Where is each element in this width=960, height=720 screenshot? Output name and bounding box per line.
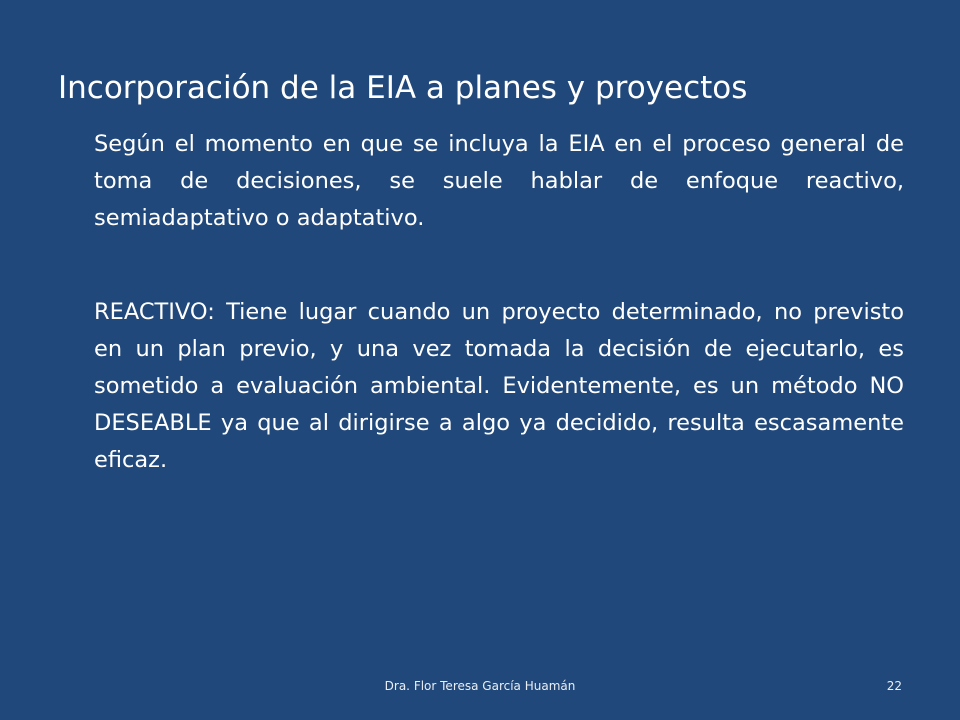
- page-number: 22: [886, 679, 902, 693]
- reactive-paragraph: REACTIVO: Tiene lugar cuando un proyecto determinado, no previsto en un plan previo, y una vez tomada la decisión de ejecutarlo, es sometido a evaluación ambiental. Evidentemente, es un método NO DESEABLE ya que al dirigirse a algo ya decidido, resulta escasamente eficaz.: [94, 299, 904, 473]
- intro-paragraph: Según el momento en que se incluya la EIA en el proceso general de toma de decisiones, se suele hablar de enfoque reactivo, semiadaptativo o adaptativo.: [94, 131, 904, 231]
- footer-author: Dra. Flor Teresa García Huamán: [384, 679, 576, 693]
- slide-title: Incorporación de la EIA a planes y proyectos: [58, 70, 748, 106]
